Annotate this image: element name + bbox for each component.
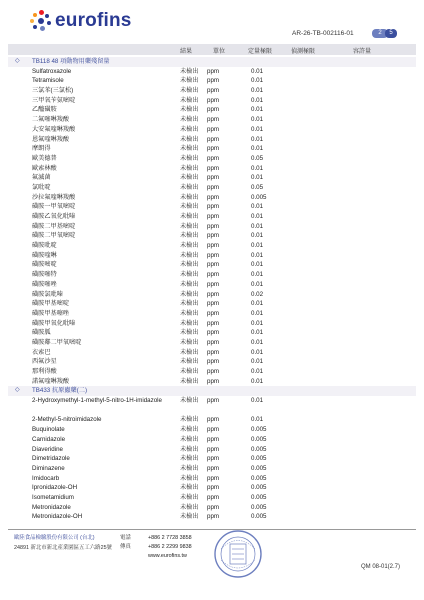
analyte-name: 恩氟喹啉羧酸 xyxy=(32,135,70,143)
table-row xyxy=(8,290,416,300)
result-value: 未檢出 xyxy=(180,280,199,288)
analyte-name: 磺胺甲基噻唑 xyxy=(32,309,70,317)
table-row xyxy=(8,435,416,445)
unit-value: ppm xyxy=(207,348,220,356)
unit-value: ppm xyxy=(207,484,220,492)
col-loq: 定量極限 xyxy=(248,49,273,55)
unit-value: ppm xyxy=(207,464,220,472)
unit-value: ppm xyxy=(207,106,220,114)
analyte-name: Diminazene xyxy=(32,464,65,472)
result-value: 未檢出 xyxy=(180,106,199,114)
analyte-name: 歐美德普 xyxy=(32,154,57,162)
unit-value: ppm xyxy=(207,377,220,385)
analyte-name: 三甲氧苄氨嘧啶 xyxy=(32,96,76,104)
page-indicator xyxy=(372,29,397,38)
result-value: 未檢出 xyxy=(180,125,199,133)
table-row xyxy=(8,154,416,164)
result-value: 未檢出 xyxy=(180,503,199,511)
result-value: 未檢出 xyxy=(180,474,199,482)
limit-value: 0.01 xyxy=(251,135,264,143)
table-row xyxy=(8,193,416,203)
document-number: AR-26-TB-002116-01 xyxy=(292,30,354,37)
table-row xyxy=(8,348,416,358)
limit-value: 0.05 xyxy=(251,183,264,191)
section-header xyxy=(8,386,416,396)
limit-value: 0.01 xyxy=(251,397,264,405)
limit-value: 0.01 xyxy=(251,174,264,182)
official-seal-stamp xyxy=(213,529,263,579)
result-value: 未檢出 xyxy=(180,164,199,172)
table-row xyxy=(8,67,416,77)
phone-label: 電話 xyxy=(120,535,131,541)
section-bullet-icon: ◇ xyxy=(15,58,20,64)
unit-value: ppm xyxy=(207,213,220,220)
result-value: 未檢出 xyxy=(180,300,199,308)
table-row xyxy=(8,115,416,125)
analyte-name: 諾氟喹啉羧酸 xyxy=(32,377,70,385)
unit-value: ppm xyxy=(207,242,220,250)
eurofins-logo xyxy=(30,8,132,34)
unit-value: ppm xyxy=(207,251,220,259)
unit-value: ppm xyxy=(207,513,220,521)
analyte-name: 三氯苯(三氯松) xyxy=(32,87,74,95)
section-title: TB433 抗原蟲藥(二) xyxy=(32,387,88,395)
analyte-name: Isometamidium xyxy=(32,493,74,501)
table-row xyxy=(8,86,416,96)
result-value: 未檢出 xyxy=(180,242,199,250)
result-value: 未檢出 xyxy=(180,368,199,375)
logo-dots-icon xyxy=(30,10,52,32)
table-row xyxy=(8,76,416,86)
fax-number: +886 2 2299 9838 xyxy=(148,544,192,550)
limit-value: 0.005 xyxy=(251,474,267,482)
analyte-name: 歐索林酸 xyxy=(32,164,57,172)
unit-value: ppm xyxy=(207,154,220,162)
analyte-name: Metronidazole-OH xyxy=(32,513,83,521)
result-value: 未檢出 xyxy=(180,261,199,269)
section-header xyxy=(8,57,416,67)
result-value: 未檢出 xyxy=(180,309,199,317)
table-row xyxy=(8,260,416,270)
result-value: 未檢出 xyxy=(180,232,199,240)
unit-value: ppm xyxy=(207,203,220,211)
table-row xyxy=(8,415,416,425)
result-value: 未檢出 xyxy=(180,154,199,162)
limit-value: 0.01 xyxy=(251,77,264,85)
limit-value: 0.01 xyxy=(251,116,264,124)
analyte-name: Buquinolate xyxy=(32,426,65,434)
limit-value: 0.01 xyxy=(251,164,264,172)
table-row xyxy=(8,425,416,435)
limit-value: 0.01 xyxy=(251,271,264,279)
website-link[interactable]: www.eurofins.tw xyxy=(148,553,187,559)
result-value: 未檢出 xyxy=(180,338,199,346)
result-value: 未檢出 xyxy=(180,397,199,405)
result-value: 未檢出 xyxy=(180,513,199,521)
analyte-name: 乙醯磺胺 xyxy=(32,106,57,114)
limit-value: 0.005 xyxy=(251,503,267,511)
table-row xyxy=(8,251,416,261)
results-table xyxy=(8,57,416,522)
table-row xyxy=(8,183,416,193)
result-value: 未檢出 xyxy=(180,377,199,385)
result-value: 未檢出 xyxy=(180,426,199,434)
result-value: 未檢出 xyxy=(180,96,199,104)
limit-value: 0.01 xyxy=(251,67,264,75)
analyte-name: 磺胺鄰二甲氧嘧啶 xyxy=(32,338,82,346)
limit-value: 0.005 xyxy=(251,464,267,472)
page-current: 2 xyxy=(372,29,388,38)
result-value: 未檢出 xyxy=(180,116,199,124)
limit-value: 0.01 xyxy=(251,329,264,337)
unit-value: ppm xyxy=(207,135,220,143)
result-value: 未檢出 xyxy=(180,455,199,463)
analyte-name: 大安氟喹啉羧酸 xyxy=(32,125,76,133)
limit-value: 0.01 xyxy=(251,242,264,250)
table-row xyxy=(8,270,416,280)
result-value: 未檢出 xyxy=(180,174,199,182)
analyte-name: 2-Hydroxymethyl-1-methyl-5-nitro-1H-imidazole xyxy=(32,397,162,405)
table-row xyxy=(8,454,416,464)
result-value: 未檢出 xyxy=(180,319,199,327)
result-value: 未檢出 xyxy=(180,493,199,501)
analyte-name: 磺胺嘧啶 xyxy=(32,261,57,269)
result-value: 未檢出 xyxy=(180,358,199,366)
unit-value: ppm xyxy=(207,174,220,182)
unit-value: ppm xyxy=(207,319,220,327)
analyte-name: Sulfatroxazole xyxy=(32,67,72,75)
unit-value: ppm xyxy=(207,193,220,201)
limit-value: 0.005 xyxy=(251,426,267,434)
analyte-name: 磺胺喹啉 xyxy=(32,251,57,259)
table-row xyxy=(8,503,416,513)
brand-name: eurofins xyxy=(55,10,132,31)
contact-info xyxy=(120,534,192,561)
analyte-name: 氯吡啶 xyxy=(32,183,51,191)
unit-value: ppm xyxy=(207,116,220,124)
result-value: 未檢出 xyxy=(180,435,199,443)
table-row xyxy=(8,357,416,367)
result-value: 未檢出 xyxy=(180,271,199,279)
analyte-name: 氟滅菌 xyxy=(32,174,51,182)
limit-value: 0.005 xyxy=(251,493,267,501)
unit-value: ppm xyxy=(207,338,220,346)
analyte-name: Imidocarb xyxy=(32,474,60,482)
analyte-name: Carnidazole xyxy=(32,435,66,443)
company-name: 歐陸食品檢驗股份有限公司 (台北) xyxy=(14,535,95,541)
analyte-name: 磺胺一甲氧嘧啶 xyxy=(32,203,76,211)
table-row xyxy=(8,96,416,106)
limit-value: 0.01 xyxy=(251,377,264,385)
table-row xyxy=(8,464,416,474)
unit-value: ppm xyxy=(207,309,220,317)
table-row xyxy=(8,367,416,377)
unit-value: ppm xyxy=(207,426,220,434)
limit-value: 0.005 xyxy=(251,513,267,521)
analyte-name: 二氟噻啉羧酸 xyxy=(32,116,70,124)
table-row xyxy=(8,105,416,115)
table-row xyxy=(8,144,416,154)
table-row xyxy=(8,164,416,174)
limit-value: 0.05 xyxy=(251,154,264,162)
result-value: 未檢出 xyxy=(180,135,199,143)
table-row xyxy=(8,377,416,387)
table-row xyxy=(8,299,416,309)
analyte-name: 西氟沙星 xyxy=(32,358,57,366)
unit-value: ppm xyxy=(207,145,220,153)
analyte-name: 磺胺甲基嘧啶 xyxy=(32,300,70,308)
unit-value: ppm xyxy=(207,300,220,308)
limit-value: 0.01 xyxy=(251,106,264,114)
unit-value: ppm xyxy=(207,164,220,172)
result-value: 未檢出 xyxy=(180,203,199,211)
unit-value: ppm xyxy=(207,435,220,443)
limit-value: 0.01 xyxy=(251,319,264,327)
unit-value: ppm xyxy=(207,280,220,288)
table-row xyxy=(8,512,416,522)
unit-value: ppm xyxy=(207,77,220,85)
limit-value: 0.01 xyxy=(251,300,264,308)
unit-value: ppm xyxy=(207,222,220,230)
analyte-name: 衣索巴 xyxy=(32,348,51,356)
analyte-name: 2-Methyl-5-nitroimidazole xyxy=(32,416,102,424)
limit-value: 0.01 xyxy=(251,416,264,424)
col-result: 結果 xyxy=(180,49,193,55)
table-row xyxy=(8,231,416,241)
limit-value: 0.01 xyxy=(251,368,264,375)
limit-value: 0.01 xyxy=(251,232,264,240)
unit-value: ppm xyxy=(207,416,220,424)
limit-value: 0.01 xyxy=(251,309,264,317)
company-address: 24891 新北市新北產業園區五工六路25號 xyxy=(14,545,112,551)
result-value: 未檢出 xyxy=(180,329,199,337)
table-row xyxy=(8,135,416,145)
limit-value: 0.01 xyxy=(251,145,264,153)
analyte-name: 磺胺噻特 xyxy=(32,271,57,279)
limit-value: 0.01 xyxy=(251,125,264,133)
table-row xyxy=(8,474,416,484)
result-value: 未檢出 xyxy=(180,484,199,492)
unit-value: ppm xyxy=(207,368,220,375)
limit-value: 0.01 xyxy=(251,261,264,269)
limit-value: 0.01 xyxy=(251,203,264,211)
section-rows xyxy=(8,396,416,522)
limit-value: 0.005 xyxy=(251,435,267,443)
table-row xyxy=(8,125,416,135)
col-lod: 偵測極限 xyxy=(291,49,316,55)
analyte-name: 磺胺乙氧化吡嗪 xyxy=(32,213,76,220)
table-row xyxy=(8,445,416,455)
analyte-name: 磺胺噻唑 xyxy=(32,280,57,288)
unit-value: ppm xyxy=(207,290,220,298)
form-code: QM 08-01(2.7) xyxy=(361,564,401,570)
unit-value: ppm xyxy=(207,474,220,482)
table-row xyxy=(8,319,416,329)
result-value: 未檢出 xyxy=(180,77,199,85)
col-unit: 單位 xyxy=(213,49,226,55)
limit-value: 0.01 xyxy=(251,222,264,230)
limit-value: 0.01 xyxy=(251,87,264,95)
analyte-name: 磺胺吡啶 xyxy=(32,242,57,250)
table-row xyxy=(8,396,416,415)
result-value: 未檢出 xyxy=(180,290,199,298)
table-row xyxy=(8,173,416,183)
table-row xyxy=(8,493,416,503)
analyte-name: 磺胺胍 xyxy=(32,329,51,337)
table-row xyxy=(8,212,416,222)
analyte-name: Tetramisole xyxy=(32,77,64,85)
unit-value: ppm xyxy=(207,358,220,366)
col-tolerance: 容許量 xyxy=(353,49,372,55)
analyte-name: Ipronidazole-OH xyxy=(32,484,78,492)
analyte-name: Metronidazole xyxy=(32,503,71,511)
table-row xyxy=(8,338,416,348)
analyte-name: 那利得酸 xyxy=(32,368,57,375)
table-row xyxy=(8,309,416,319)
analyte-name: 沙拉氟喹啉羧酸 xyxy=(32,193,76,201)
unit-value: ppm xyxy=(207,183,220,191)
unit-value: ppm xyxy=(207,87,220,95)
analyte-name: 磺胺二甲基嘧啶 xyxy=(32,222,76,230)
result-value: 未檢出 xyxy=(180,193,199,201)
table-row xyxy=(8,241,416,251)
table-row xyxy=(8,280,416,290)
section-title: TB118 48 項動物用藥殘留量 xyxy=(32,58,110,65)
table-row xyxy=(8,202,416,212)
unit-value: ppm xyxy=(207,271,220,279)
limit-value: 0.01 xyxy=(251,280,264,288)
limit-value: 0.01 xyxy=(251,338,264,346)
result-value: 未檢出 xyxy=(180,464,199,472)
limit-value: 0.01 xyxy=(251,348,264,356)
section-rows xyxy=(8,67,416,387)
limit-value: 0.02 xyxy=(251,290,264,298)
limit-value: 0.005 xyxy=(251,193,267,201)
unit-value: ppm xyxy=(207,445,220,453)
unit-value: ppm xyxy=(207,503,220,511)
limit-value: 0.01 xyxy=(251,213,264,220)
result-value: 未檢出 xyxy=(180,445,199,453)
analyte-name: Dimetridazole xyxy=(32,455,70,463)
table-row xyxy=(8,328,416,338)
result-value: 未檢出 xyxy=(180,183,199,191)
result-value: 未檢出 xyxy=(180,67,199,75)
table-header xyxy=(8,44,416,55)
unit-value: ppm xyxy=(207,125,220,133)
unit-value: ppm xyxy=(207,96,220,104)
limit-value: 0.01 xyxy=(251,96,264,104)
result-value: 未檢出 xyxy=(180,348,199,356)
result-value: 未檢出 xyxy=(180,251,199,259)
unit-value: ppm xyxy=(207,261,220,269)
phone-number: +886 2 7728 3858 xyxy=(148,535,192,541)
page-total: 5 xyxy=(385,29,397,38)
result-value: 未檢出 xyxy=(180,222,199,230)
analyte-name: 磺胺氯吡嗪 xyxy=(32,290,63,298)
unit-value: ppm xyxy=(207,455,220,463)
result-value: 未檢出 xyxy=(180,87,199,95)
footer-divider xyxy=(8,529,416,530)
analyte-name: 磺胺二甲氧嘧啶 xyxy=(32,232,76,240)
analyte-name: Diaveridine xyxy=(32,445,63,453)
limit-value: 0.005 xyxy=(251,445,267,453)
limit-value: 0.01 xyxy=(251,358,264,366)
analyte-name: 摩朗得 xyxy=(32,145,51,153)
limit-value: 0.005 xyxy=(251,484,267,492)
unit-value: ppm xyxy=(207,397,220,405)
result-value: 未檢出 xyxy=(180,416,199,424)
section-bullet-icon: ◇ xyxy=(15,387,20,394)
result-value: 未檢出 xyxy=(180,145,199,153)
unit-value: ppm xyxy=(207,232,220,240)
unit-value: ppm xyxy=(207,329,220,337)
table-row xyxy=(8,222,416,232)
fax-label: 傳真 xyxy=(120,544,131,550)
unit-value: ppm xyxy=(207,67,220,75)
limit-value: 0.005 xyxy=(251,455,267,463)
analyte-name: 磺胺甲氧化吡嗪 xyxy=(32,319,76,327)
unit-value: ppm xyxy=(207,493,220,501)
table-row xyxy=(8,483,416,493)
limit-value: 0.01 xyxy=(251,251,264,259)
result-value: 未檢出 xyxy=(180,213,199,220)
